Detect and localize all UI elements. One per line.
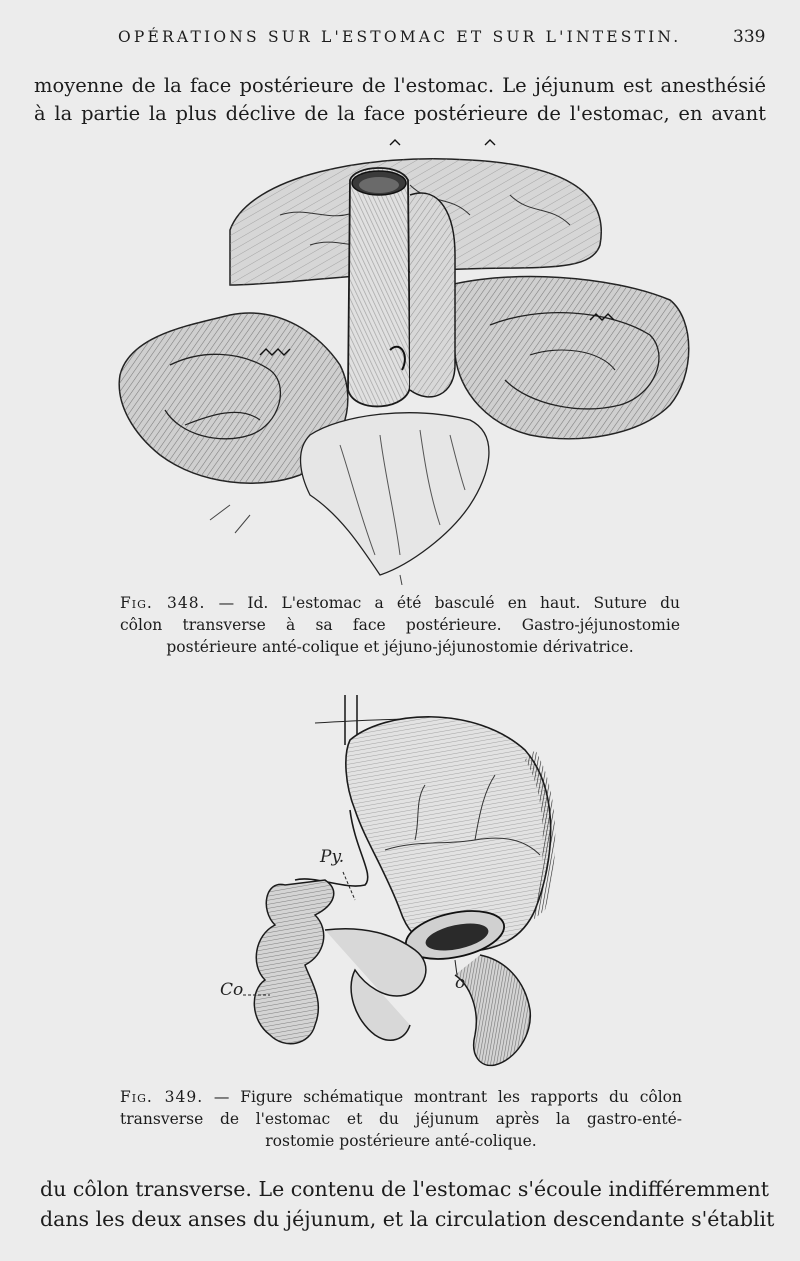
caption-text: — Id. L'estomac a été basculé en haut. Suture du [218,594,680,612]
label-o: o [455,973,466,993]
figure-348-caption [120,592,680,658]
top-paragraph [34,72,766,128]
figure-349-engraving [215,690,560,1075]
figure-label: Fig. 348. [120,594,206,612]
label-py: Py. [320,847,345,867]
omentum-drape [301,413,489,575]
bottom-paragraph [40,1174,775,1234]
caption-line: postérieure anté-colique et jéjuno-jéjunostomie dérivatrice. [166,638,634,656]
caption-line: transverse de l'estomac et du jéjunum après la gastro-enté- [120,1110,682,1128]
page-number: 339 [733,27,766,47]
figure-349-caption [120,1086,682,1152]
paragraph-line: moyenne de la face postérieure de l'estomac. Le jéjunum est anesthésié [34,74,766,97]
figure-label: Fig. 349. [120,1088,204,1106]
caption-line: côlon transverse à sa face postérieure. Gastro-jéjunostomie [120,616,680,634]
caption-text: — Figure schématique montrant les rapports du côlon [213,1088,682,1106]
caption-line: rostomie postérieure anté-colique. [265,1132,537,1150]
paragraph-line: dans les deux anses du jéjunum, et la circulation descendante s'établit [40,1207,775,1231]
label-co: Co [220,980,244,1000]
caption-line [120,1086,682,1108]
running-head [0,28,800,52]
caption-line [120,592,680,614]
paragraph-line: à la partie la plus déclive de la face postérieure de l'estomac, en avant [34,102,766,125]
figure-348-engraving [110,135,700,585]
paragraph-line: du côlon transverse. Le contenu de l'estomac s'écoule indifféremment [40,1177,769,1201]
running-title: OPÉRATIONS SUR L'ESTOMAC ET SUR L'INTESTIN. [118,28,682,46]
